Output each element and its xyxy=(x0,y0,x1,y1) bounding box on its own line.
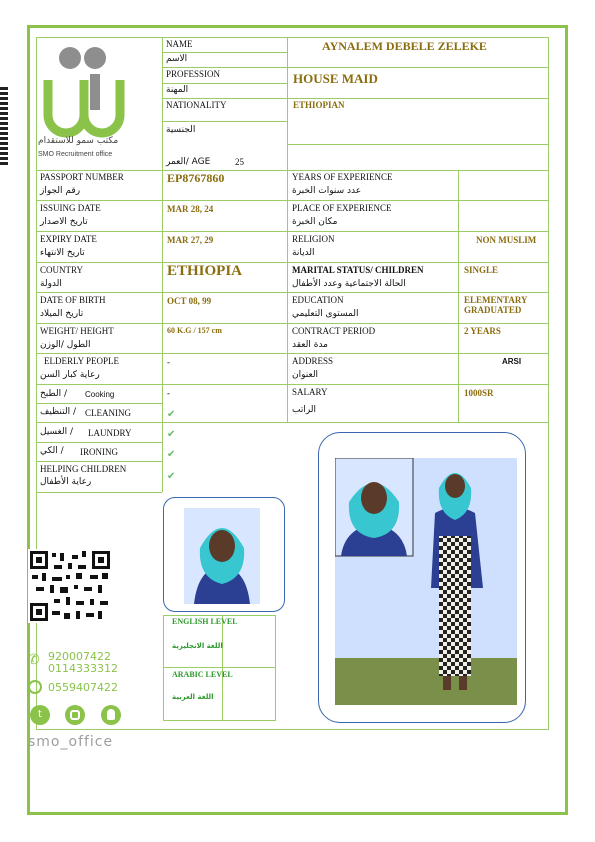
row-label-ar: تاريخ الانتهاء xyxy=(40,248,85,258)
row-rlabel-ar: الراتب xyxy=(292,405,317,415)
skill-label-en: IRONING xyxy=(80,447,118,457)
social-handle: smo_office xyxy=(28,734,114,750)
check-icon: ✔ xyxy=(167,449,176,460)
skill-label-ar: رعاية الأطفال xyxy=(40,477,92,487)
row-rlabel-ar: مكان الخبرة xyxy=(292,217,338,227)
row-rvalue: SINGLE xyxy=(464,265,499,275)
arabic-level-label-ar: اللغة العربية xyxy=(172,693,214,701)
profession-value: HOUSE MAID xyxy=(293,71,378,86)
nationality-label-ar: الجنسية xyxy=(166,125,196,135)
row-label-en: EXPIRY DATE xyxy=(40,234,97,244)
row-label-ar: الطبخ / xyxy=(40,389,68,399)
row-rlabel-en: SALARY xyxy=(292,387,328,397)
skill-label-en: LAUNDRY xyxy=(88,428,132,438)
qr-code-icon xyxy=(28,549,112,623)
skill-label-en: HELPING CHILDREN xyxy=(40,464,127,474)
name-value: AYNALEM DEBELE ZELEKE xyxy=(322,39,487,53)
check-icon: ✔ xyxy=(167,471,176,482)
contact-block xyxy=(28,648,138,753)
nationality-label: NATIONALITY xyxy=(166,100,227,110)
row-value: MAR 27, 29 xyxy=(167,235,214,245)
row-rlabel-ar: الديانة xyxy=(292,248,315,258)
whatsapp-number: 0559407422 xyxy=(48,681,118,694)
skill-label-en: CLEANING xyxy=(85,408,131,418)
logo-brand-en: SMO Recruitment office xyxy=(38,151,113,158)
row-rlabel-en: PLACE OF EXPERIENCE xyxy=(292,203,392,213)
phone-2: 0114333312 xyxy=(48,662,118,675)
twitter-icon: t xyxy=(30,705,50,725)
fullbody-frame xyxy=(318,432,526,723)
name-label-ar: الاسم xyxy=(166,54,188,64)
side-barcode xyxy=(0,85,8,165)
logo-brand-ar: مكتب سمو للاستقدام xyxy=(38,136,119,146)
row-value: 60 K.G / 157 cm xyxy=(167,326,222,335)
arabic-level-label: ARABIC LEVEL xyxy=(172,670,233,679)
name-label: NAME xyxy=(166,39,193,49)
row-rvalue: NON MUSLIM xyxy=(476,235,537,245)
row-label-ar: تاريخ الميلاد xyxy=(40,309,84,319)
row-label-en: ISSUING DATE xyxy=(40,203,101,213)
row-value: ETHIOPIA xyxy=(167,263,243,279)
phone-icon: ✆ xyxy=(28,652,40,668)
row-rlabel-ar: المستوى التعليمي xyxy=(292,309,359,319)
row-rlabel-en: CONTRACT PERIOD xyxy=(292,326,376,336)
profession-label-ar: المهنة xyxy=(166,85,189,95)
row-value: EP8767860 xyxy=(167,171,225,185)
row-rvalue: ELEMENTARY GRADUATED xyxy=(464,295,528,315)
row-label-ar: رقم الجواز xyxy=(40,186,81,196)
row-label-ar: الطول /الوزن xyxy=(40,340,91,350)
skill-label-ar: الكي / xyxy=(40,446,64,456)
profession-label: PROFESSION xyxy=(166,69,221,79)
row-value: - xyxy=(167,357,170,367)
row-rlabel-ar: العنوان xyxy=(292,370,319,380)
portrait-photo xyxy=(184,508,260,604)
row-value: - xyxy=(167,388,170,398)
fullbody-photo xyxy=(335,458,517,705)
row-rlabel-ar: عدد سنوات الخبرة xyxy=(292,186,362,196)
instagram-icon xyxy=(65,705,85,725)
row-label-ar: الدولة xyxy=(40,279,62,289)
row-rvalue: 1000SR xyxy=(464,388,494,398)
check-icon: ✔ xyxy=(167,429,176,440)
age-value: 25 xyxy=(235,157,244,167)
row-rvalue: 2 YEARS xyxy=(464,326,501,336)
row-value: MAR 28, 24 xyxy=(167,204,214,214)
row-value: OCT 08, 99 xyxy=(167,296,212,306)
row-rlabel-en: RELIGION xyxy=(292,234,335,244)
row-label-ar: رعاية كبار السن xyxy=(40,370,100,380)
row-rvalue: ARSI xyxy=(502,357,522,366)
row-rlabel-ar: مدة العقد xyxy=(292,340,328,350)
row-rlabel-en: EDUCATION xyxy=(292,295,344,305)
row-rlabel-en: YEARS OF EXPERIENCE xyxy=(292,172,393,182)
phone-1: 920007422 xyxy=(48,650,111,663)
language-table xyxy=(163,615,276,721)
portrait-frame xyxy=(163,497,285,612)
skill-label-ar: الغسيل / xyxy=(40,427,74,437)
row-label-ar: تاريخ الاصدار xyxy=(40,217,88,227)
english-level-label-ar: اللغة الانجليزية xyxy=(172,642,223,650)
age-label: العمر/ AGE xyxy=(166,157,211,167)
row-rlabel-en: MARITAL STATUS/ CHILDREN xyxy=(292,265,424,275)
nationality-value: ETHIOPIAN xyxy=(293,100,345,110)
check-icon: ✔ xyxy=(167,409,176,420)
row-label-en: DATE OF BIRTH xyxy=(40,295,106,305)
row-rlabel-en: ADDRESS xyxy=(292,356,334,366)
skill-label-ar: التنظيف / xyxy=(40,407,76,417)
row-label-en: COUNTRY xyxy=(40,265,84,275)
row-label-en: ELDERLY PEOPLE xyxy=(44,356,120,366)
snapchat-icon xyxy=(101,705,121,725)
row-label-en: Cooking xyxy=(85,390,115,399)
row-label-en: WEIGHT/ HEIGHT xyxy=(40,326,114,336)
whatsapp-icon xyxy=(28,680,42,694)
row-rlabel-ar: الحالة الاجتماعية وعدد الأطفال xyxy=(292,279,406,289)
row-label-en: PASSPORT NUMBER xyxy=(40,172,124,182)
english-level-label: ENGLISH LEVEL xyxy=(172,617,238,626)
